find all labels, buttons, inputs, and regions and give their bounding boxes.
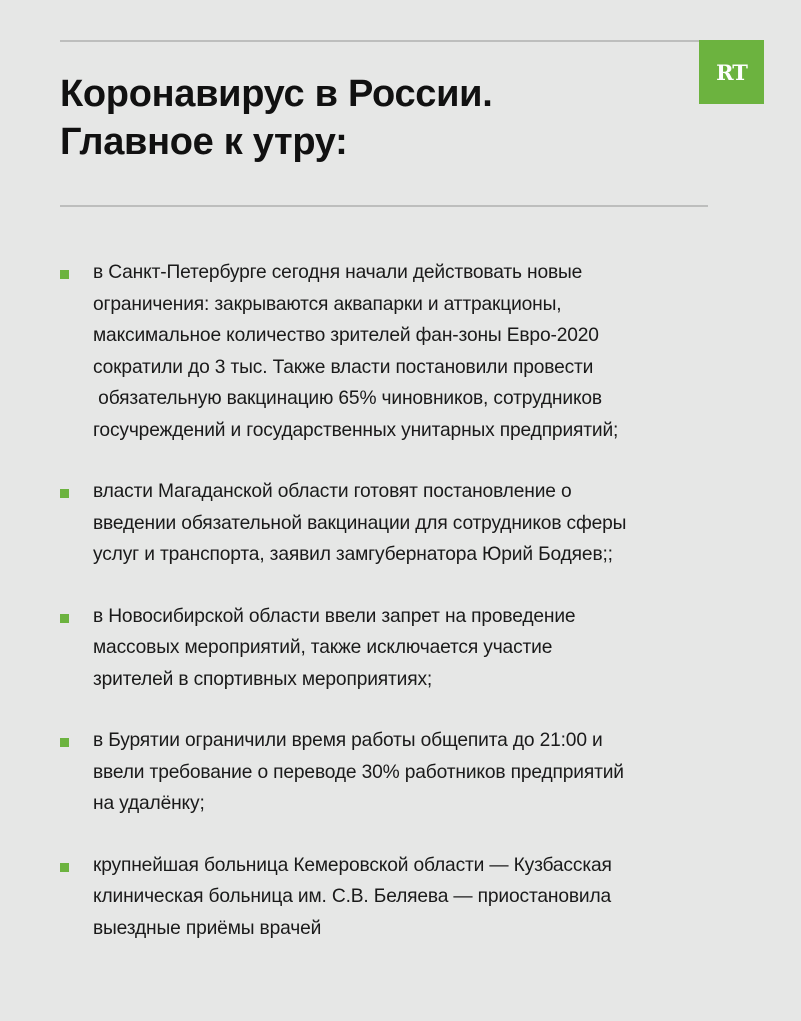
title-line-2: Главное к утру: [60,121,348,163]
news-line: ввели требование о переводе 30% работников предприятий [93,761,624,783]
news-line: госучреждений и государственных унитарных предприятий; [93,419,619,441]
top-divider [60,40,708,42]
news-line: введении обязательной вакцинации для сотрудников сферы [93,512,627,534]
title-divider [60,205,708,207]
news-line: в Бурятии ограничили время работы общепита до 21:00 и [93,730,603,751]
news-line: в Санкт-Петербурге сегодня начали действовать новые [93,262,583,283]
news-item-kemerovo [60,850,760,945]
news-line: сократили до 3 тыс. Также власти постановили провести [93,356,594,378]
news-line: обязательную вакцинацию 65% чиновников, сотрудников [93,388,602,409]
rt-logo-text: RT [716,59,747,85]
news-item-magadan [60,476,760,571]
square-bullet-icon [60,738,69,747]
news-list [60,257,760,974]
news-line: зрителей в спортивных мероприятиях; [93,668,433,690]
square-bullet-icon [60,270,69,279]
news-line: клиническая больница им. С.В. Беляева — приостановила [93,886,612,907]
rt-logo [699,40,764,104]
square-bullet-icon [60,614,69,623]
news-item-buryatia [60,725,760,820]
news-line: максимальное количество зрителей фан-зоны Евро-2020 [93,325,599,346]
news-line: ограничения: закрываются аквапарки и аттракционы, [93,293,562,315]
news-item-novosibirsk [60,601,760,696]
news-line: выездные приёмы врачей [93,917,322,939]
news-line: власти Магаданской области готовят постановление о [93,481,572,502]
news-item-st-petersburg [60,257,760,446]
news-line: массовых мероприятий, также исключается участие [93,637,553,658]
news-line: крупнейшая больница Кемеровской области — Кузбасская [93,854,612,876]
news-line: на удалёнку; [93,793,205,814]
page-title [60,70,660,166]
news-line: услуг и транспорта, заявил замгубернатора Юрий Бодяев;; [93,544,613,565]
title-line-1: Коронавирус в России. [60,73,493,115]
news-line: в Новосибирской области ввели запрет на проведение [93,605,576,627]
square-bullet-icon [60,863,69,872]
square-bullet-icon [60,489,69,498]
